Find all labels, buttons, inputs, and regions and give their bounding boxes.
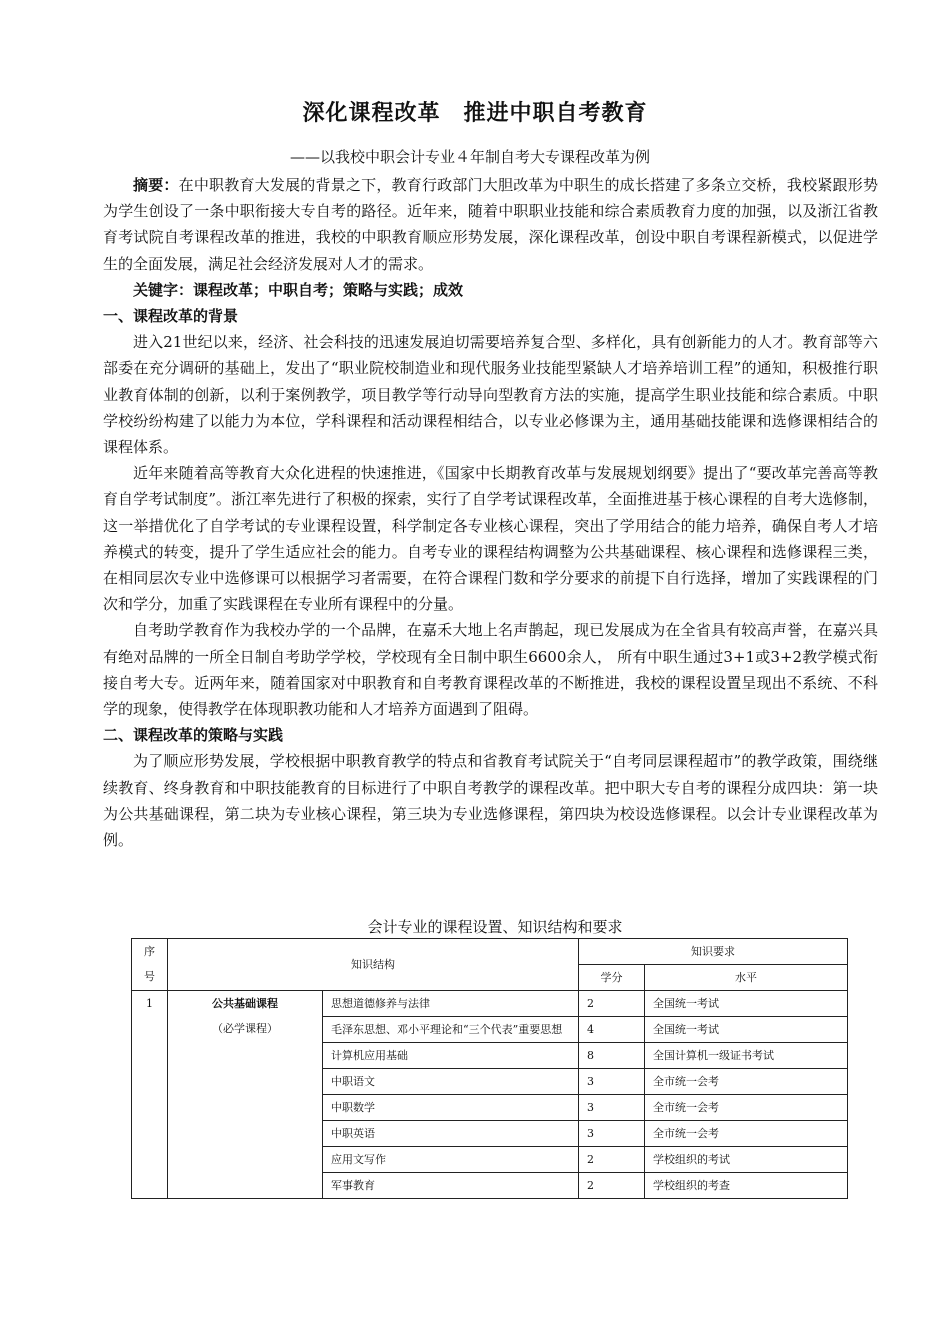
course-level: 全国统一考试 [645,1017,848,1043]
course-credit: 2 [579,991,645,1017]
course-name: 中职数学 [323,1095,579,1121]
section1-paragraph: 近年来随着高等教育大众化进程的快速推进，《国家中长期教育改革与发展规划纲要》提出了“要改革完善高等教育自学考试制度”。浙江率先进行了积极的探索，实行了自学考试课程改革，全面推进基于核心课程的自考大选修制， 这一举措优化了自学考试的专业课程设置，科学制定各专业核心课程，突出了学用结合的能力培养，确保自考人才培养模式的转变，提升了学生适应社会的能力。自考专业的课程结构调整为公共基础课程、核心课程和选修课程三类，在相同层次专业中选修课可以根据学习者需要，在符合课程门数和学分要求的前提下自行选择，增加了实践课程的门次和学分，加重了实践课程在专业所有课程中的分量。 [103,464,878,614]
document-body [103,172,878,853]
header-requirement: 知识要求 [579,939,848,965]
course-credit: 2 [579,1147,645,1173]
document-subtitle: ——以我校中职会计专业４年制自考大专课程改革为例 [290,148,651,166]
course-credit: 4 [579,1017,645,1043]
section-heading-1: 一、课程改革的背景 [103,307,239,326]
section-heading-2: 二、课程改革的策略与实践 [103,726,284,745]
section1-paragraph: 自考助学教育作为我校办学的一个品牌，在嘉禾大地上名声鹊起，现已发展成为在全省具有较高声誉，在嘉兴具有绝对品牌的一所全日制自考助学学校，学校现有全日制中职生6600余人， 所有中职生通过3+1或3+2教学模式衔接自考大专。近两年来，随着国家对中职教育和自考教育课程改革的不断推进，我校的课程设置呈现出不系统、不科学的现象，使得教学在体现职教功能和人才培养方面遇到了阻碍。 [103,621,878,719]
course-credit: 3 [579,1095,645,1121]
group-seq: 1 [132,991,168,1199]
course-credit: 8 [579,1043,645,1069]
course-level: 学校组织的考试 [645,1147,848,1173]
course-name: 计算机应用基础 [323,1043,579,1069]
course-level: 全市统一会考 [645,1069,848,1095]
course-name: 中职语文 [323,1069,579,1095]
course-name: 思想道德修养与法律 [323,991,579,1017]
document-title: 深化课程改革 推进中职自考教育 [302,101,648,126]
header-seq: 序号 [132,939,168,991]
course-level: 全市统一会考 [645,1121,848,1147]
course-name: 毛泽东思想、邓小平理论和“三个代表”重要思想 [323,1017,579,1043]
course-level: 全国计算机一级证书考试 [645,1043,848,1069]
course-credit: 3 [579,1069,645,1095]
course-level: 全市统一会考 [645,1095,848,1121]
abstract-text: 在中职教育大发展的背景之下，教育行政部门大胆改革为中职生的成长搭建了多条立交桥，我校紧跟形势为学生创设了一条中职衔接大专自考的路径。近年来，随着中职职业技能和综合素质教育力度的加强，以及浙江省教育考试院自考课程改革的推进，我校的中职教育顺应形势发展，深化课程改革，创设中职自考课程新模式，以促进学生的全面发展，满足社会经济发展对人才的需求。 [103,176,878,273]
course-name: 中职英语 [323,1121,579,1147]
category-name: 公共基础课程 [212,997,278,1010]
section1-paragraph: 进入21世纪以来，经济、社会科技的迅速发展迫切需要培养复合型、多样化，具有创新能力的人才。教育部等六部委在充分调研的基础上，发出了“职业院校制造业和现代服务业技能型紧缺人才培养培训工程”的通知，积极推行职业教育体制的创新，以利于案例教学，项目教学等行动导向型教育方法的实施，提高学生职业技能和综合素质。中职学校纷纷构建了以能力为本位，学科课程和活动课程相结合，以专业必修课为主，通用基础技能课和选修课相结合的课程体系。 [103,333,878,457]
table-row [132,991,848,1017]
section2-paragraph: 为了顺应形势发展，学校根据中职教育教学的特点和省教育考试院关于“自考同层课程超市”的教学政策，围绕继续教育、终身教育和中职技能教育的目标进行了中职自考教学的课程改革。把中职大专自考的课程分成四块：第一块为公共基础课程，第二块为专业核心课程，第三块为专业选修课程，第四块为校设选修课程。以会计专业课程改革为例。 [103,752,878,850]
table-caption: 会计专业的课程设置、知识结构和要求 [367,918,623,936]
keywords-line: 关键字：课程改革；中职自考；策略与实践；成效 [133,280,464,299]
category-note: （必学课程） [212,1022,278,1035]
course-table [131,938,848,1199]
abstract-paragraph [103,172,878,277]
header-structure: 知识结构 [168,939,579,991]
group-category [168,991,323,1199]
table-header-row [132,939,848,965]
course-level: 全国统一考试 [645,991,848,1017]
course-credit: 3 [579,1121,645,1147]
header-level: 水平 [645,965,848,991]
course-credit: 2 [579,1173,645,1199]
course-name: 军事教育 [323,1173,579,1199]
course-level: 学校组织的考查 [645,1173,848,1199]
course-name: 应用文写作 [323,1147,579,1173]
abstract-label: 摘要： [133,176,179,194]
header-credit: 学分 [579,965,645,991]
